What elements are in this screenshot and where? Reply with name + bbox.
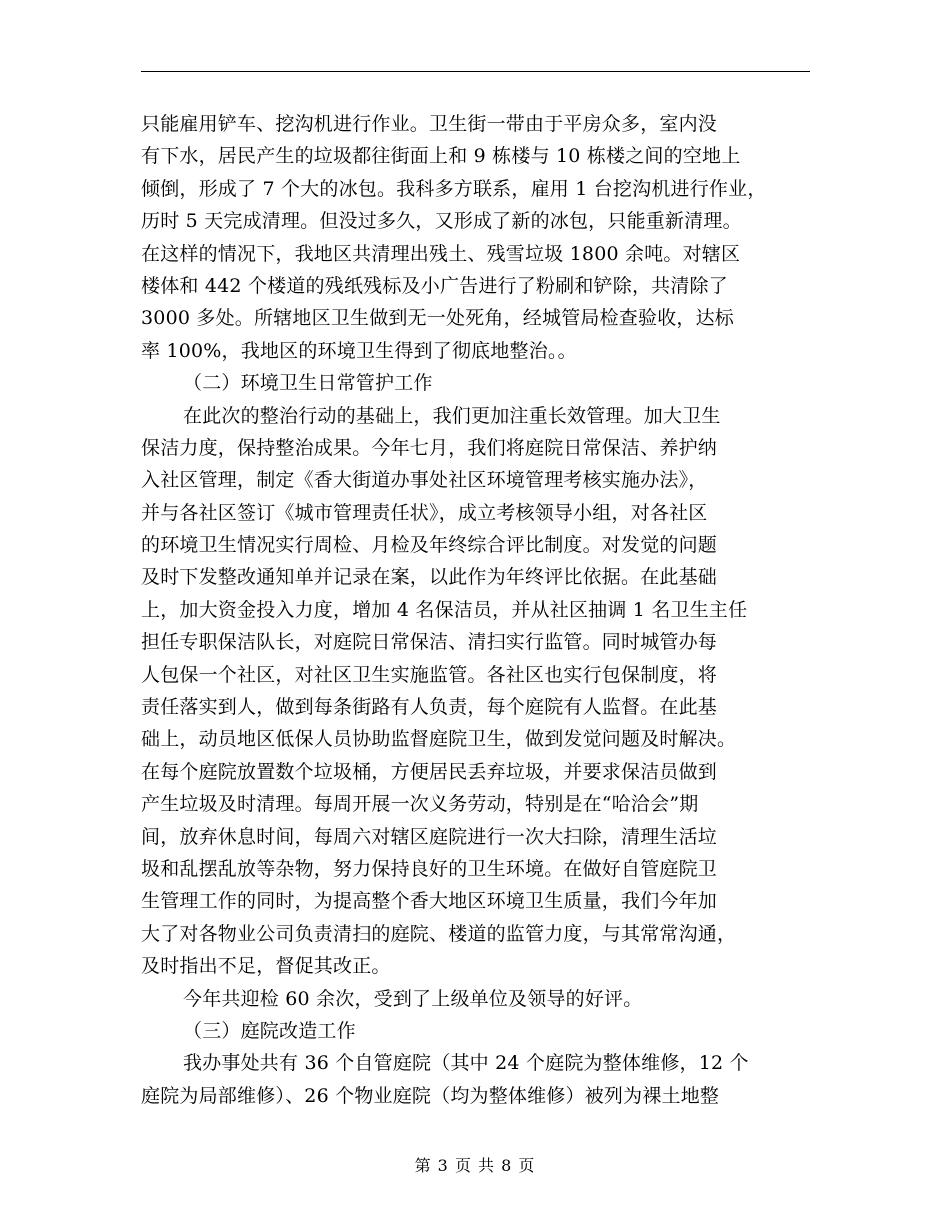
text-line: 只能雇用铲车、挖沟机进行作业。卫生街一带由于平房众多，室内没 bbox=[141, 113, 718, 135]
text-line: 的环境卫生情况实行周检、月检及年终综合评比制度。对发觉的问题 bbox=[141, 534, 718, 557]
text-line: 楼体和 442 个楼道的残纸残标及小广告进行了粉刷和铲除，共清除了 bbox=[141, 274, 728, 297]
body-text bbox=[141, 108, 813, 1112]
text-line: 生管理工作的同时，为提高整个香大地区环境卫生质量，我们今年加 bbox=[141, 890, 718, 913]
header-rule bbox=[141, 71, 810, 72]
text-line: 及时指出不足，督促其改正。 bbox=[141, 955, 391, 978]
text-line: 产生垃圾及时清理。每周开展一次义务劳动，特别是在“哈洽会”期 bbox=[141, 793, 699, 816]
section-heading: （三）庭院改造工作 bbox=[183, 1019, 356, 1042]
text-line: 3000 多处。所辖地区卫生做到无一处死角，经城管局检查验收，达标 bbox=[141, 307, 734, 330]
text-line: 率 100%，我地区的环境卫生得到了彻底地整治。。 bbox=[141, 339, 577, 362]
page-number-footer: 第 3 页 共 8 页 bbox=[414, 1156, 536, 1175]
text-line: 责任落实到人，做到每条街路有人负责，每个庭院有人监督。在此基 bbox=[141, 696, 718, 719]
text-line: 历时 5 天完成清理。但没过多久，又形成了新的冰包，只能重新清理。 bbox=[141, 210, 742, 233]
text-line: 圾和乱摆乱放等杂物，努力保持良好的卫生环境。在做好自管庭院卫 bbox=[141, 857, 718, 880]
text-line: 担任专职保洁队长，对庭院日常保洁、清扫实行监管。同时城管办每 bbox=[141, 631, 718, 654]
text-line: 础上，动员地区低保人员协助监督庭院卫生，做到发觉问题及时解决。 bbox=[141, 728, 737, 751]
section-heading: （二）环境卫生日常管护工作 bbox=[183, 372, 433, 395]
text-line: 大了对各物业公司负责清扫的庭院、楼道的监管力度，与其常常沟通， bbox=[141, 922, 737, 945]
text-line: 保洁力度，保持整治成果。今年七月，我们将庭院日常保洁、养护纳 bbox=[141, 436, 718, 459]
text-line: 间，放弃休息时间，每周六对辖区庭院进行一次大扫除，清理生活垃 bbox=[141, 825, 718, 848]
text-line: 并与各社区签订《城市管理责任状》，成立考核领导小组，对各社区 bbox=[141, 501, 708, 524]
text-line: 倾倒，形成了 7 个大的冰包。我科多方联系，雇用 1 台挖沟机进行作业， bbox=[141, 177, 767, 200]
text-line: 在每个庭院放置数个垃圾桶，方便居民丢弃垃圾，并要求保洁员做到 bbox=[141, 760, 718, 783]
text-line: 人包保一个社区，对社区卫生实施监管。各社区也实行包保制度，将 bbox=[141, 663, 718, 686]
text-line: 上，加大资金投入力度，增加 4 名保洁员，并从社区抽调 1 名卫生主任 bbox=[141, 598, 748, 621]
text-line: 入社区管理，制定《香大街道办事处社区环境管理考核实施办法》， bbox=[141, 469, 708, 492]
text-line: 在此次的整治行动的基础上，我们更加注重长效管理。加大卫生 bbox=[183, 404, 721, 427]
text-line: 今年共迎检 60 余次，受到了上级单位及领导的好评。 bbox=[183, 987, 643, 1010]
text-line: 及时下发整改通知单并记录在案，以此作为年终评比依据。在此基础 bbox=[141, 566, 718, 589]
text-line: 我办事处共有 36 个自管庭院（其中 24 个庭院为整体维修，12 个 bbox=[183, 1052, 749, 1075]
text-line: 庭院为局部维修）、26 个物业庭院（均为整体维修）被列为裸土地整 bbox=[141, 1084, 720, 1107]
text-line: 有下水，居民产生的垃圾都往街面上和 9 栋楼与 10 栋楼之间的空地上 bbox=[141, 145, 741, 168]
text-line: 在这样的情况下，我地区共清理出残土、残雪垃圾 1800 余吨。对辖区 bbox=[141, 242, 741, 265]
